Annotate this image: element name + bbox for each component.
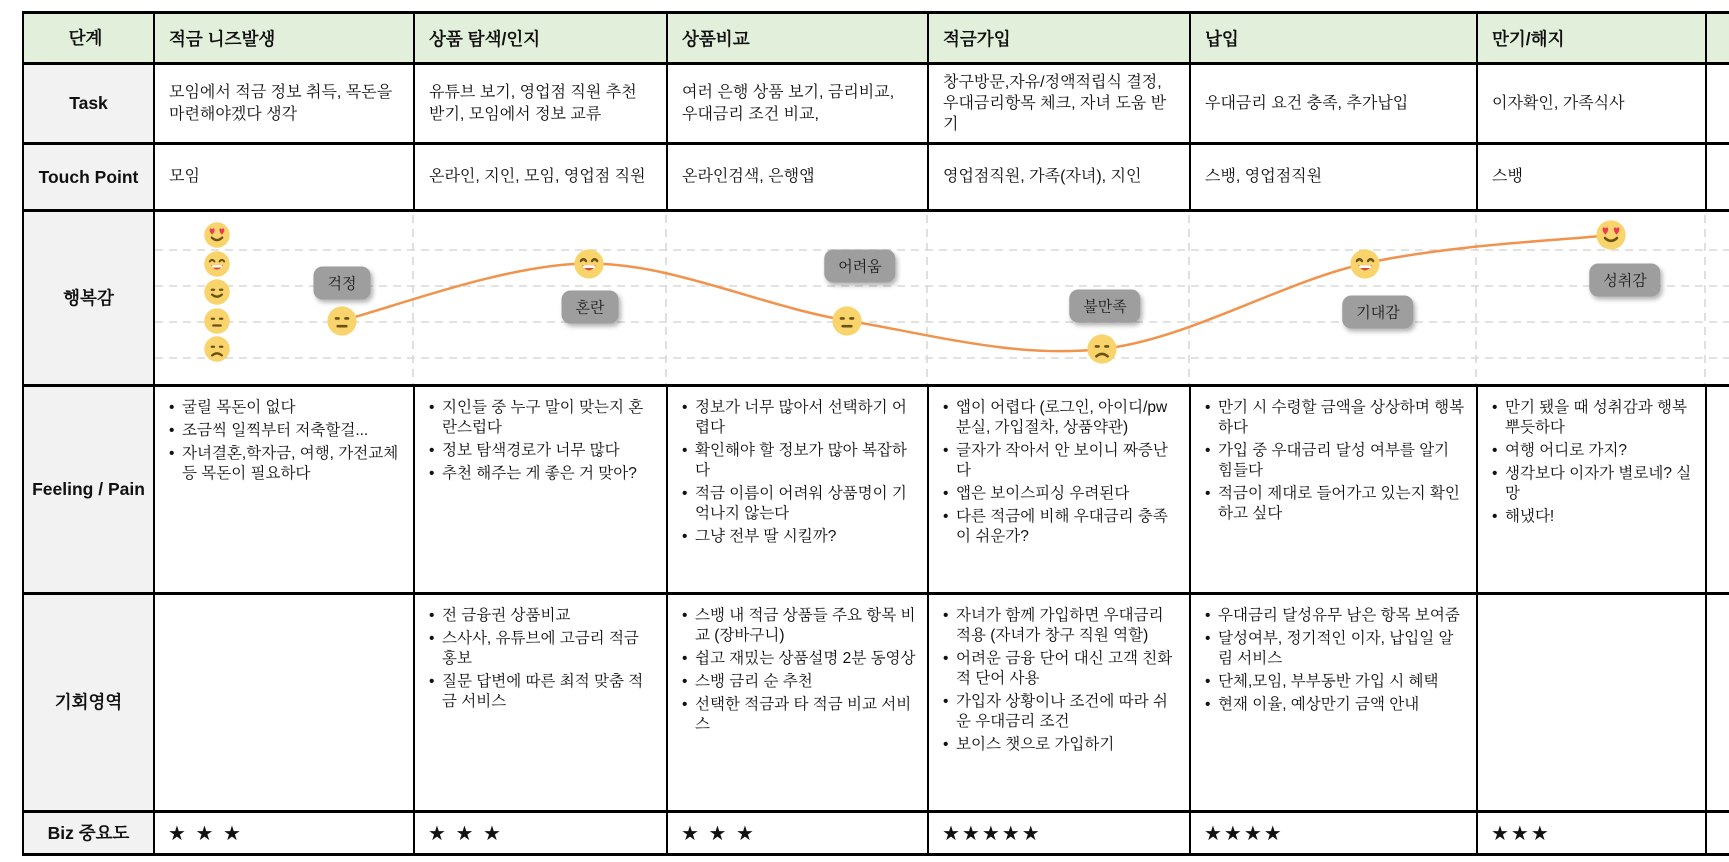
- clipped-column-stub: [1705, 387, 1729, 592]
- pain-point: • 가입 중 우대금리 달성 여부를 알기 힘들다: [1202, 439, 1468, 482]
- pain-point: • 글자가 작아서 안 보이니 짜증난다: [940, 439, 1181, 482]
- touch-point-cell-1: 온라인, 지인, 모임, 영업점 직원: [413, 145, 666, 209]
- row-opportunity: [22, 592, 1729, 810]
- opportunity-item: • 단체,모임, 부부동반 가입 시 혜택: [1202, 670, 1468, 693]
- row-touch-point: [22, 142, 1729, 209]
- biz-stars-1: ★ ★ ★: [413, 813, 666, 853]
- row-task: [22, 62, 1729, 142]
- pain-point: • 적금이 제대로 들어가고 있는지 확인하고 싶다: [1202, 483, 1468, 526]
- opportunity-item: • 스뱅 내 적금 상품들 주요 항목 비교 (장바구니): [679, 604, 919, 647]
- pain-point: • 생각보다 이자가 별로네? 실망: [1489, 462, 1697, 505]
- biz-stars-4: ★★★★: [1189, 813, 1476, 853]
- opportunity-item: • 현재 이율, 예상만기 금액 안내: [1202, 694, 1468, 717]
- feeling-pain-row-label: Feeling / Pain: [22, 387, 153, 592]
- touch-point-row-label: Touch Point: [22, 145, 153, 209]
- opportunity-item: • 쉽고 재밌는 상품설명 2분 동영상: [679, 647, 919, 670]
- opportunity-item: • 자녀가 함께 가입하면 우대금리 적용 (자녀가 창구 직원 역할): [940, 604, 1181, 647]
- task-cell-5: 이자확인, 가족식사: [1476, 65, 1705, 142]
- stage-header-1: 상품 탐색/인지: [413, 14, 666, 62]
- curve-emoji-neutral-icon: [327, 305, 358, 336]
- biz-stars-2: ★ ★ ★: [666, 813, 927, 853]
- pain-point: • 조금씩 일찍부터 저축할걸...: [166, 419, 405, 442]
- opportunity-item: • 스사사, 유튜브에 고금리 적금 홍보: [426, 627, 658, 670]
- clipped-column-stub: [1705, 145, 1729, 209]
- feeling-cell-2: [666, 387, 927, 592]
- opportunity-cell-5: [1476, 595, 1705, 810]
- opportunity-row-label: 기회영역: [22, 595, 153, 810]
- pain-point: • 앱은 보이스피싱 우려된다: [940, 483, 1181, 506]
- pain-point: • 만기 됐을 때 성취감과 행복 뿌듯하다: [1489, 396, 1697, 439]
- opportunity-cell-1: [413, 595, 666, 810]
- feeling-cell-1: [413, 387, 666, 592]
- biz-stars-3: ★★★★★: [927, 813, 1189, 853]
- pain-point: • 굴릴 목돈이 없다: [166, 396, 405, 419]
- journey-map-table: [22, 11, 1729, 856]
- happiness-row-label: 행복감: [22, 212, 153, 384]
- stage-header-5: 만기/해지: [1476, 14, 1705, 62]
- row-stage-header: [22, 11, 1729, 62]
- emotion-label: 기대감: [1342, 295, 1413, 328]
- opportunity-item: • 질문 답변에 따른 최적 맞춤 적금 서비스: [426, 670, 658, 713]
- biz-importance-row-label: Biz 중요도: [22, 813, 153, 853]
- pain-point: • 앱이 어렵다 (로그인, 아이디/pw분실, 가입절차, 상품약관): [940, 396, 1181, 439]
- curve-emoji-sad-icon: [1087, 334, 1118, 365]
- scale-emoji-smile-icon: [204, 279, 231, 306]
- opportunity-item: • 스뱅 금리 순 추천: [679, 670, 919, 693]
- touch-point-cell-5: 스뱅: [1476, 145, 1705, 209]
- pain-point: • 추천 해주는 게 좋은 거 맞아?: [426, 462, 658, 485]
- curve-emoji-heart-eyes-icon: [1596, 220, 1627, 251]
- opportunity-item: • 어려운 금융 단어 대신 고객 친화적 단어 사용: [940, 647, 1181, 690]
- emotion-label: 불만족: [1069, 290, 1140, 323]
- opportunity-item: • 전 금융권 상품비교: [426, 604, 658, 627]
- feeling-cell-3: [927, 387, 1189, 592]
- stage-row-label: 단계: [22, 14, 153, 62]
- happiness-overlay: [22, 212, 1729, 387]
- pain-point: • 자녀결혼,학자금, 여행, 가전교체 등 목돈이 필요하다: [166, 442, 405, 485]
- opportunity-item: • 달성여부, 정기적인 이자, 납입일 알림 서비스: [1202, 627, 1468, 670]
- biz-stars-0: ★ ★ ★: [153, 813, 413, 853]
- task-cell-4: 우대금리 요건 충족, 추가납입: [1189, 65, 1476, 142]
- pain-point: • 적금 이름이 어려워 상품명이 기억나지 않는다: [679, 483, 919, 526]
- task-cell-2: 여러 은행 상품 보기, 금리비교, 우대금리 조건 비교,: [666, 65, 927, 142]
- scale-emoji-heart-eyes-icon: [204, 222, 231, 249]
- stage-header-0: 적금 니즈발생: [153, 14, 413, 62]
- emotion-label: 혼란: [562, 290, 619, 323]
- feeling-cell-4: [1189, 387, 1476, 592]
- scale-emoji-sad-icon: [204, 336, 231, 363]
- task-cell-1: 유튜브 보기, 영업점 직원 추천 받기, 모임에서 정보 교류: [413, 65, 666, 142]
- emotion-label: 어려움: [824, 249, 895, 282]
- opportunity-cell-2: [666, 595, 927, 810]
- clipped-column-stub: [1705, 65, 1729, 142]
- stage-header-3: 적금가입: [927, 14, 1189, 62]
- scale-emoji-grin-icon: [204, 250, 231, 277]
- row-happiness: [22, 209, 1729, 384]
- stage-header-2: 상품비교: [666, 14, 927, 62]
- pain-point: • 그냥 전부 딸 시킬까?: [679, 526, 919, 549]
- pain-point: • 해냈다!: [1489, 506, 1697, 529]
- scale-emoji-neutral-icon: [204, 307, 231, 334]
- opportunity-item: • 보이스 챗으로 가입하기: [940, 734, 1181, 757]
- curve-emoji-grin-icon: [1350, 248, 1381, 279]
- biz-stars-5: ★★★: [1476, 813, 1705, 853]
- row-biz-importance: [22, 810, 1729, 856]
- opportunity-cell-3: [927, 595, 1189, 810]
- touch-point-cell-2: 온라인검색, 은행앱: [666, 145, 927, 209]
- opportunity-item: • 선택한 적금과 타 적금 비교 서비스: [679, 694, 919, 737]
- pain-point: • 만기 시 수령할 금액을 상상하며 행복하다: [1202, 396, 1468, 439]
- opportunity-cell-0: [153, 595, 413, 810]
- pain-point: • 여행 어디로 가지?: [1489, 439, 1697, 462]
- touch-point-cell-0: 모임: [153, 145, 413, 209]
- opportunity-cell-4: [1189, 595, 1476, 810]
- pain-point: • 정보 탐색경로가 너무 많다: [426, 439, 658, 462]
- emotion-label: 성취감: [1589, 264, 1660, 297]
- touch-point-cell-4: 스뱅, 영업점직원: [1189, 145, 1476, 209]
- opportunity-item: • 가입자 상황이나 조건에 따라 쉬운 우대금리 조건: [940, 691, 1181, 734]
- pain-point: • 정보가 너무 많아서 선택하기 어렵다: [679, 396, 919, 439]
- clipped-column-stub: [1705, 595, 1729, 810]
- curve-emoji-grin-icon: [574, 248, 605, 279]
- pain-point: • 확인해야 할 정보가 많아 복잡하다: [679, 439, 919, 482]
- pain-point: • 지인들 중 누구 말이 맞는지 혼란스럽다: [426, 396, 658, 439]
- task-cell-3: 창구방문,자유/정액적립식 결정, 우대금리항목 체크, 자녀 도움 받기: [927, 65, 1189, 142]
- touch-point-cell-3: 영업점직원, 가족(자녀), 지인: [927, 145, 1189, 209]
- pain-point: • 다른 적금에 비해 우대금리 충족이 쉬운가?: [940, 506, 1181, 549]
- feeling-cell-5: [1476, 387, 1705, 592]
- happiness-curve-chart: [22, 212, 1729, 387]
- row-feeling-pain: [22, 384, 1729, 592]
- emotion-label: 걱정: [314, 266, 371, 299]
- opportunity-item: • 우대금리 달성유무 남은 항목 보여줌: [1202, 604, 1468, 627]
- stage-header-4: 납입: [1189, 14, 1476, 62]
- clipped-column-stub: [1705, 813, 1729, 853]
- clipped-column-stub: [1705, 14, 1729, 62]
- feeling-cell-0: [153, 387, 413, 592]
- task-row-label: Task: [22, 65, 153, 142]
- task-cell-0: 모임에서 적금 정보 취득, 목돈을 마련해야겠다 생각: [153, 65, 413, 142]
- curve-emoji-neutral-icon: [832, 305, 863, 336]
